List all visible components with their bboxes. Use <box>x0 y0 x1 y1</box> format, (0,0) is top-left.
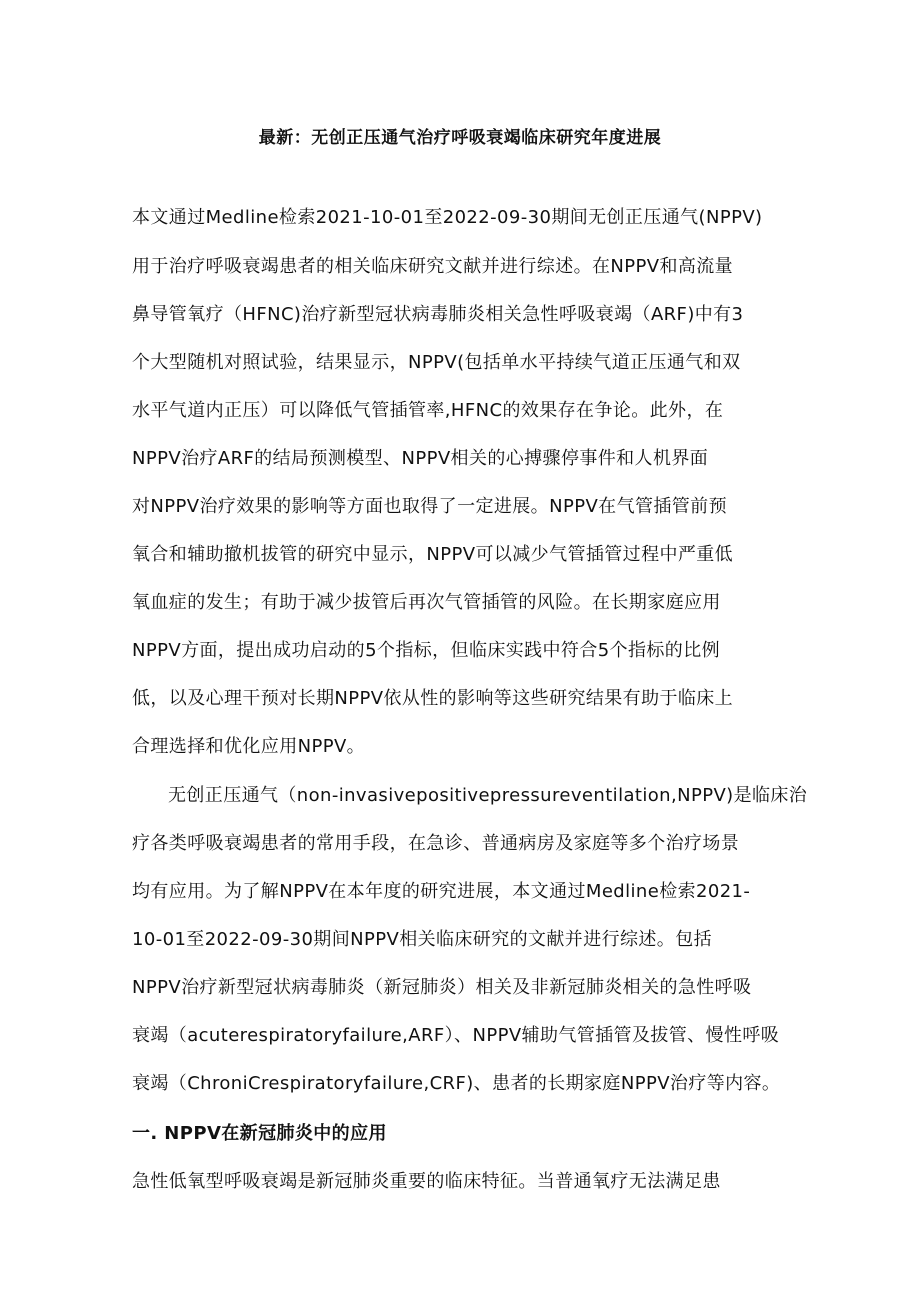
abstract-line: NPPV方面，提出成功启动的5个指标，但临床实践中符合5个指标的比例 <box>132 640 720 661</box>
abstract-line: 低，以及心理干预对长期NPPV依从性的影响等这些研究结果有助于临床上 <box>132 688 734 709</box>
abstract-line: 对NPPV治疗效果的影响等方面也取得了一定进展。NPPV在气管插管前预 <box>132 496 727 517</box>
abstract-line: 合理选择和优化应用NPPV。 <box>132 736 366 757</box>
intro-line: NPPV治疗新型冠状病毒肺炎（新冠肺炎）相关及非新冠肺炎相关的急性呼吸 <box>132 977 752 998</box>
intro-line: 衰竭（ChroniCrespiratoryfailure,CRF)、患者的长期家庭NPPV治疗等内容。 <box>132 1073 781 1094</box>
abstract-line: NPPV治疗ARF的结局预测模型、NPPV相关的心搏骤停事件和人机界面 <box>132 448 709 469</box>
abstract-line: 鼻导管氧疗（HFNC)治疗新型冠状病毒肺炎相关急性呼吸衰竭（ARF)中有3 <box>132 304 744 325</box>
abstract-line: 氧血症的发生；有助于减少拔管后再次气管插管的风险。在长期家庭应用 <box>132 592 721 613</box>
section-body-line: 急性低氧型呼吸衰竭是新冠肺炎重要的临床特征。当普通氧疗无法满足患 <box>132 1171 721 1192</box>
abstract-line: 水平气道内正压）可以降低气管插管率,HFNC的效果存在争论。此外，在 <box>132 400 724 421</box>
intro-line: 疗各类呼吸衰竭患者的常用手段，在急诊、普通病房及家庭等多个治疗场景 <box>132 833 740 854</box>
intro-line: 衰竭（acuterespiratoryfailure,ARF）、NPPV辅助气管插管及拔管、慢性呼吸 <box>132 1025 780 1046</box>
abstract-line: 用于治疗呼吸衰竭患者的相关临床研究文献并进行综述。在NPPV和高流量 <box>132 256 734 277</box>
abstract-line: 氧合和辅助撤机拔管的研究中显示，NPPV可以减少气管插管过程中严重低 <box>132 544 734 565</box>
abstract-line: 个大型随机对照试验，结果显示，NPPV(包括单水平持续气道正压通气和双 <box>132 352 741 373</box>
intro-line: 均有应用。为了解NPPV在本年度的研究进展，本文通过Medline检索2021- <box>132 881 751 902</box>
section-heading: 一. NPPV在新冠肺炎中的应用 <box>132 1123 387 1144</box>
intro-line: 无创正压通气（non-invasivepositivepressureventilation,NPPV)是临床治 <box>168 785 808 806</box>
abstract-line: 本文通过Medline检索2021-10-01至2022-09-30期间无创正压通气(NPPV) <box>132 207 763 228</box>
intro-line: 10-01至2022-09-30期间NPPV相关临床研究的文献并进行综述。包括 <box>132 929 712 950</box>
document-title: 最新：无创正压通气治疗呼吸衰竭临床研究年度进展 <box>258 128 662 148</box>
